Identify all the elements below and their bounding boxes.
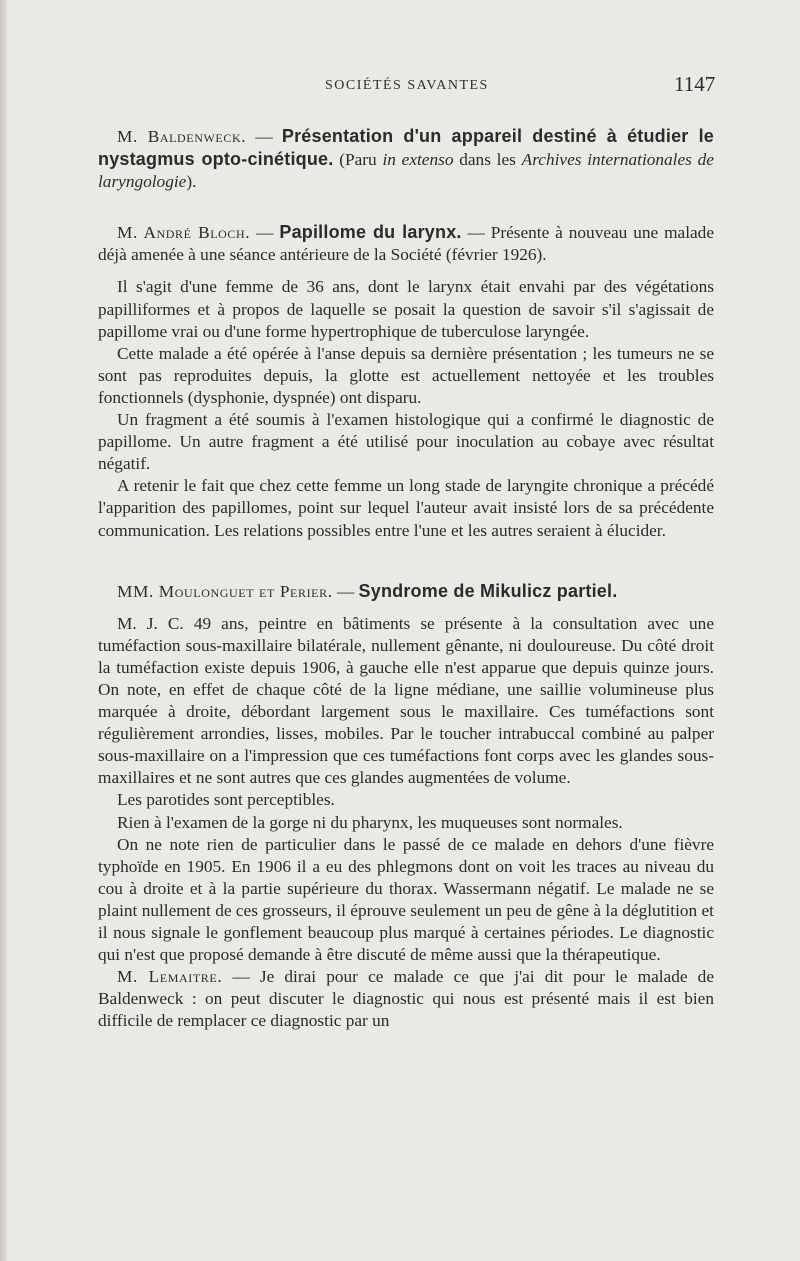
entry-text: ). — [186, 172, 197, 192]
paragraph: Rien à l'examen de la gorge ni du pharynx, les muqueuses sont normales. — [117, 812, 623, 832]
running-head — [0, 72, 800, 102]
entry-text: dans les — [453, 150, 522, 170]
running-title: SOCIÉTÉS SAVANTES — [325, 78, 489, 93]
reply-paragraph — [98, 966, 714, 1032]
entry-authors: MM. Moulonguet et Perier. — [117, 581, 333, 601]
entry-title: Papillome du larynx. — [279, 222, 462, 243]
entry-title: Présentation d'un appareil destiné à étudier le nystagmus opto-cinétique. — [98, 126, 715, 170]
entry-text: — Présente à nouveau une malade déjà amenée à une séance antérieure de la Société (février 1926). — [98, 223, 714, 265]
entry-italic: in extenso — [382, 150, 454, 170]
paragraph: Un fragment a été soumis à l'examen histologique qui a confirmé le diagnostic de papillome. Un autre fragment a été utilisé pour inoculation au cobaye avec résultat négatif. — [98, 410, 714, 474]
entry-baldenweck — [98, 125, 714, 193]
entry-dash: — — [332, 581, 359, 601]
paragraph: On ne note rien de particulier dans le passé de ce malade en dehors d'une fièvre typhoïde en 1905. En 1906 il a eu des phlegmons dont on voit les traces au niveau du cou à droite et à la partie supérieure du thorax. Wassermann négatif. Le malade ne se plaint nullement de ces grosseurs, il éprouve seulement un peu de gêne à la déglutition et il nous signale le gonflement beaucoup plus marqué à certaines périodes. Le diagnostic qui n'est que proposé demande à être discuté de même aussi que la thérapeutique. — [98, 834, 714, 965]
entry-dash: — — [250, 223, 280, 243]
paragraph: Cette malade a été opérée à l'anse depuis sa dernière présentation ; les tumeurs ne se sont pas reproduites depuis, la glotte est actuellement nettoyée et les troubles fonctionnels (dysphonie, dyspnée) ont disparu. — [98, 343, 714, 407]
text-column — [98, 125, 714, 1032]
entry-authors: M. Baldenweck. — [117, 127, 247, 146]
entry-title: Syndrome de Mikulicz partiel. — [358, 580, 618, 601]
reply-author: M. Lemaitre. — [117, 967, 223, 987]
paragraph: Il s'agit d'une femme de 36 ans, dont le larynx était envahi par des végétations papilliformes et à propos de laquelle se posait la question de savoir s'il s'agissait de papillome vrai ou d'une forme hypertrophique de tuberculose laryngée. — [98, 277, 714, 341]
paragraph: Les parotides sont perceptibles. — [117, 790, 335, 810]
entry-dash: — — [222, 967, 260, 987]
entry-bloch — [98, 221, 714, 266]
entry-authors: M. André Bloch. — [117, 223, 251, 243]
entry-dash: — — [246, 127, 282, 146]
entry-moulonguet-perier — [98, 580, 714, 603]
page-edge — [0, 0, 7, 1261]
paragraph: A retenir le fait que chez cette femme un long stade de laryngite chronique a précédé l'apparition des papillomes, point sur lequel l'auteur avait insisté lors de sa précédente communication. Les relations possibles entre l'une et les autres seraient à élucider. — [98, 476, 714, 540]
paragraph: M. J. C. 49 ans, peintre en bâtiments se présente à la consultation avec une tuméfaction sous-maxillaire bilatérale, nullement gênante, ni douloureuse. Du côté droit la tuméfaction existe depuis 1906, à gauche elle n'est apparue que depuis quinze jours. On note, en effet de chaque côté de la ligne médiane, une saillie volumineuse plus marquée à droite, débordant largement sous le maxillaire. Ces tuméfactions sont régulièrement arrondies, lisses, mobiles. Par le toucher intrabuccal combiné au palper sous-maxillaire on a l'impression que ces tuméfactions font corps avec les glandes sous-maxillaires et ne sont autres que ces glandes augmentées de volume. — [98, 613, 714, 788]
journal-name: Archives internationales de laryngologie — [98, 150, 714, 192]
page-number: 1147 — [674, 72, 716, 96]
entry-text: (Paru — [333, 150, 383, 170]
reply-text: Je dirai pour ce malade ce que j'ai dit pour le malade de Baldenweck : on peut discuter le diagnostic qui nous est présenté mais il est bien difficile de remplacer ce diagnostic par un — [98, 967, 714, 1031]
